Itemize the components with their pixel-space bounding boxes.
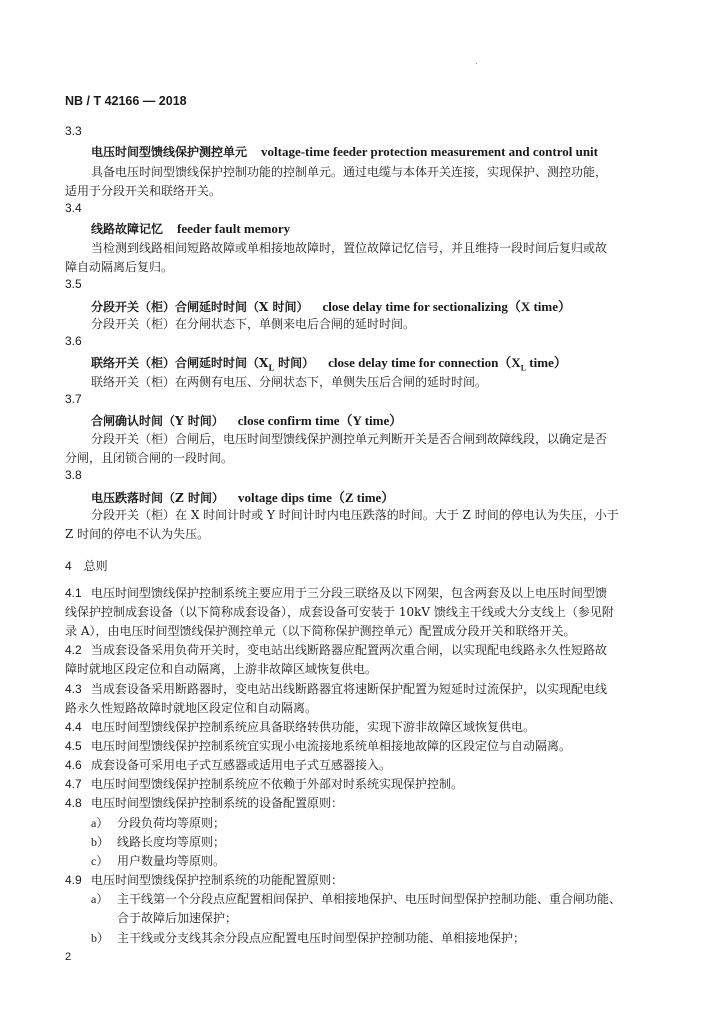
list-item: a） 主干线第一个分段点应配置相间保护、单相接地保护、电压时间型保护控制功能、重合闸功能、 xyxy=(91,892,622,906)
term-number: 3.6 xyxy=(65,334,82,348)
term-en: close delay time for $connection(X_L$ time） xyxy=(328,355,567,373)
term-definition: 具备电压时间型馈线保护控制功能的控制单元。通过电缆与本体开关连接，实现保护、测控功能， xyxy=(91,165,608,179)
term-definition: 分段开关（柜）在分闸状态下，单侧来电后合闸的延时时间。 xyxy=(91,317,416,331)
clause-number: 4.3 xyxy=(65,682,82,696)
term-zh: 合闸确认时间（Y 时间） xyxy=(91,414,224,428)
clause-line: 4.2 当成套设备采用负荷开关时，变电站出线断路器应配置两次重合闸，以实现配电线路永久性短路故 xyxy=(65,643,608,657)
list-item: b） 主干线或分支线其余分段点应配置电压时间型保护控制功能、单相接地保护； xyxy=(91,931,526,945)
clause-number: 4.8 xyxy=(65,796,82,810)
term-title xyxy=(91,220,290,237)
clause-line: 线保护控制成套设备（以下简称成套设备），成套设备可安装于 10kV 馈线主干线或大分支线上（参见附 xyxy=(65,605,614,619)
term-title xyxy=(91,410,402,429)
clause-line: 4.7 电压时间型馈线保护控制系统应不依赖于外部对时系统实现保护控制。 xyxy=(65,777,464,791)
term-definition: 联络开关（柜）在两侧有电压、分闸状态下，单侧失压后合闸的延时时间。 xyxy=(91,375,488,389)
term-en: close confirm time（Y time） xyxy=(237,413,403,428)
clause-line: 录 A），由电压时间型馈线保护测控单元（以下简称保护测控单元）配置成分段开关和联络开关。 xyxy=(65,624,576,638)
term-number: 3.5 xyxy=(65,277,82,291)
standard-number: NB / T 42166 — 2018 xyxy=(65,94,187,108)
clause-line: 4.4 电压时间型馈线保护控制系统应具备联络转供功能，实现下游非故障区域恢复供电。 xyxy=(65,720,536,734)
term-title xyxy=(91,143,598,160)
clause-number: 4.9 xyxy=(65,873,82,887)
term-number: 3.3 xyxy=(65,124,82,138)
clause-line: 路永久性短路故障时就地区段定位和自动隔离。 xyxy=(65,701,318,715)
term-en: voltage dips time（Z time） xyxy=(237,490,395,505)
clause-number: 4.6 xyxy=(65,758,82,772)
term-definition: 分段开关（柜）合闸后，电压时间型馈线保护测控单元判断开关是否合闸到故障线段，以确定是否 xyxy=(91,432,608,446)
term-zh: 分段开关（柜）合闸延时时间（X 时间） xyxy=(91,300,309,314)
list-item-continuation: 合于故障后加速保护； xyxy=(117,911,238,925)
term-definition: 分段开关（柜）在 X 时间计时或 Y 时间计时内电压跌落的时间。大于 Z 时间的停电认为失压，小于 xyxy=(91,508,619,522)
term-en: voltage-time feeder protection measurement and control unit xyxy=(261,144,598,159)
term-definition: 当检测到线路相间短路故障或单相接地故障时，置位故障记忆信号，并且维持一段时间后复归或故 xyxy=(91,241,608,255)
list-item: a） 分段负荷均等原则； xyxy=(91,816,226,830)
term-number: 3.4 xyxy=(65,201,82,215)
page-number: 2 xyxy=(65,951,72,963)
term-number: 3.8 xyxy=(65,468,82,482)
term-title xyxy=(91,352,567,373)
term-zh: 电压时间型馈线保护测控单元 xyxy=(91,145,248,159)
clause-line: 4.1 电压时间型馈线保护控制系统主要应用于三分段三联络及以下网架，包含两套及以上电压时间型馈 xyxy=(65,586,608,600)
term-definition: 障自动隔离后复归。 xyxy=(65,260,174,274)
list-item: b） 线路长度均等原则； xyxy=(91,835,226,849)
term-en: close delay time for sectionalizing（X time） xyxy=(322,299,572,314)
term-zh: 电压跌落时间（Z 时间） xyxy=(91,491,224,505)
clause-number: 4.4 xyxy=(65,720,82,734)
clause-line: 4.3 当成套设备采用断路器时，变电站出线断路器宜将速断保护配置为短延时过流保护，以实现配电线 xyxy=(65,682,608,696)
clause-line: 4.6 成套设备可采用电子式互感器或适用电子式互感器接入。 xyxy=(65,758,392,772)
clause-line: 4.9 电压时间型馈线保护控制系统的功能配置原则： xyxy=(65,873,344,887)
clause-line: 4.5 电压时间型馈线保护控制系统宜实现小电流接地系统单相接地故障的区段定位与自动隔离。 xyxy=(65,739,572,753)
clause-number: 4.2 xyxy=(65,643,82,657)
clause-number: 4.5 xyxy=(65,739,82,753)
term-definition: Z 时间的停电不认为失压。 xyxy=(65,527,210,541)
term-title xyxy=(91,296,571,315)
term-definition: 适用于分段开关和联络开关。 xyxy=(65,184,222,198)
term-definition: 分闸，且闭锁合闸的一段时间。 xyxy=(65,451,234,465)
term-zh: 线路故障记忆 xyxy=(91,222,164,236)
term-number: 3.7 xyxy=(65,392,82,406)
clause-number: 4.1 xyxy=(65,586,82,600)
term-title xyxy=(91,487,394,506)
term-zh: 联络开关（柜）合闸延时时间（$X_L$ 时间） xyxy=(91,356,315,373)
clause-line: 障时就地区段定位和自动隔离，上游非故障区域恢复供电。 xyxy=(65,662,378,676)
clause-number: 4.7 xyxy=(65,777,82,791)
scan-speck xyxy=(476,63,477,64)
term-en: feeder fault memory xyxy=(177,221,291,236)
clause-line: 4.8 电压时间型馈线保护控制系统的设备配置原则： xyxy=(65,796,344,810)
section-title: 4 总则 xyxy=(65,559,108,573)
list-item: c） 用户数量均等原则。 xyxy=(91,854,226,868)
